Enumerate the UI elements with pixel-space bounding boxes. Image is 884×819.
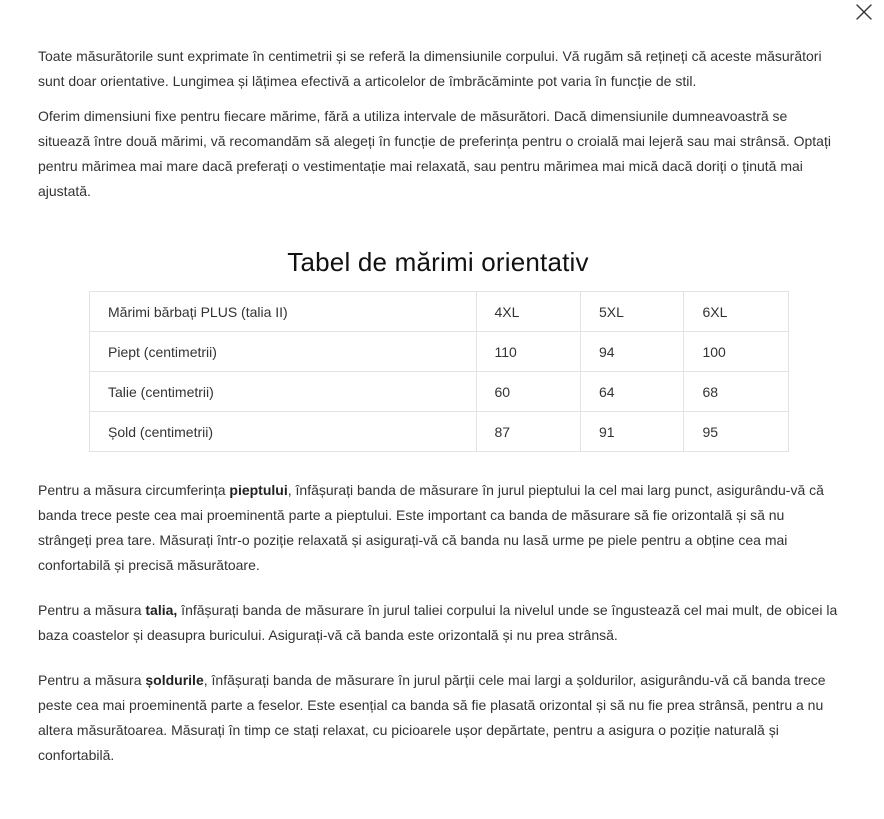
instruction-text: Pentru a măsura circumferința	[38, 482, 230, 498]
table-cell: 110	[476, 332, 580, 372]
instruction-keyword: talia,	[145, 602, 178, 618]
intro-paragraph-1: Toate măsurătorile sunt exprimate în centimetrii și se referă la dimensiunile corpului. Vă rugăm să rețineți că aceste măsurători sunt doar orientative. Lungimea și lățimea efectivă a articolelor de îmbrăcăminte pot varia în funcție de stil.	[38, 48, 822, 89]
row-label: Talie (centimetrii)	[90, 372, 477, 412]
instruction-keyword: pieptului	[229, 482, 288, 498]
instruction-keyword: șoldurile	[145, 672, 204, 688]
table-title: Tabel de mărimi orientativ	[287, 247, 589, 277]
instruction-text: Pentru a măsura	[38, 672, 146, 688]
table-cell: 64	[581, 372, 684, 412]
table-cell: 60	[476, 372, 580, 412]
waist-instruction	[38, 598, 838, 648]
header-cell: Mărimi bărbați PLUS (talia II)	[90, 292, 477, 332]
table-header-row	[90, 292, 789, 332]
table-cell: 95	[684, 412, 789, 452]
table-cell: 94	[581, 332, 684, 372]
row-label: Piept (centimetrii)	[90, 332, 477, 372]
hip-instruction	[38, 668, 838, 768]
instruction-text: Pentru a măsura	[38, 602, 146, 618]
close-button[interactable]	[854, 2, 874, 22]
table-cell: 91	[581, 412, 684, 452]
close-icon	[854, 2, 874, 22]
chest-instruction	[38, 478, 838, 578]
size-guide-content	[38, 44, 838, 768]
row-label: Șold (centimetrii)	[90, 412, 477, 452]
instruction-text: , înfășurați banda de măsurare în jurul pieptului la cel mai larg punct, asigurându-vă că banda trece peste cea mai proeminentă parte a pieptului. Este important ca banda de măsurare să fie orizontală și să nu strângeți prea tare. Măsurați într-o poziție relaxată și asigurați-vă că banda nu lasă urme pe piele pentru a obține cea mai confortabilă și precisă măsurătoare.	[38, 482, 824, 573]
table-cell: 68	[684, 372, 789, 412]
size-table	[89, 291, 789, 452]
instruction-text: înfășurați banda de măsurare în jurul taliei corpului la nivelul unde se îngustează cel mai mult, de obicei la baza coastelor și deasupra buricului. Asigurați-vă că banda este orizontală și nu prea strânsă.	[38, 602, 838, 643]
table-cell: 100	[684, 332, 789, 372]
table-row	[90, 412, 789, 452]
table-row	[90, 372, 789, 412]
measurement-instructions	[38, 478, 838, 768]
intro-paragraph-2: Oferim dimensiuni fixe pentru fiecare mărime, fără a utiliza intervale de măsurători. Dacă dimensiunile dumneavoastră se situează între două mărimi, vă recomandăm să alegeți în funcție de preferința pentru o croială mai lejeră sau mai strânsă. Optați pentru mărimea mai mare dacă preferați o vestimentație mai relaxată, sau pentru mărimea mai mică dacă doriți o ținută mai ajustată.	[38, 108, 831, 199]
table-cell: 87	[476, 412, 580, 452]
header-cell: 4XL	[476, 292, 580, 332]
header-cell: 5XL	[581, 292, 684, 332]
table-row	[90, 332, 789, 372]
header-cell: 6XL	[684, 292, 789, 332]
instruction-text: , înfășurați banda de măsurare în jurul părții cele mai largi a șoldurilor, asigurându-vă că banda trece peste cea mai proeminentă parte a feselor. Este esențial ca banda să fie plasată orizontal și să nu fie prea strânsă, pentru a nu altera măsurătoarea. Măsurați în timp ce stați relaxat, cu picioarele ușor depărtate, pentru a asigura o poziție naturală și confortabilă.	[38, 672, 826, 763]
